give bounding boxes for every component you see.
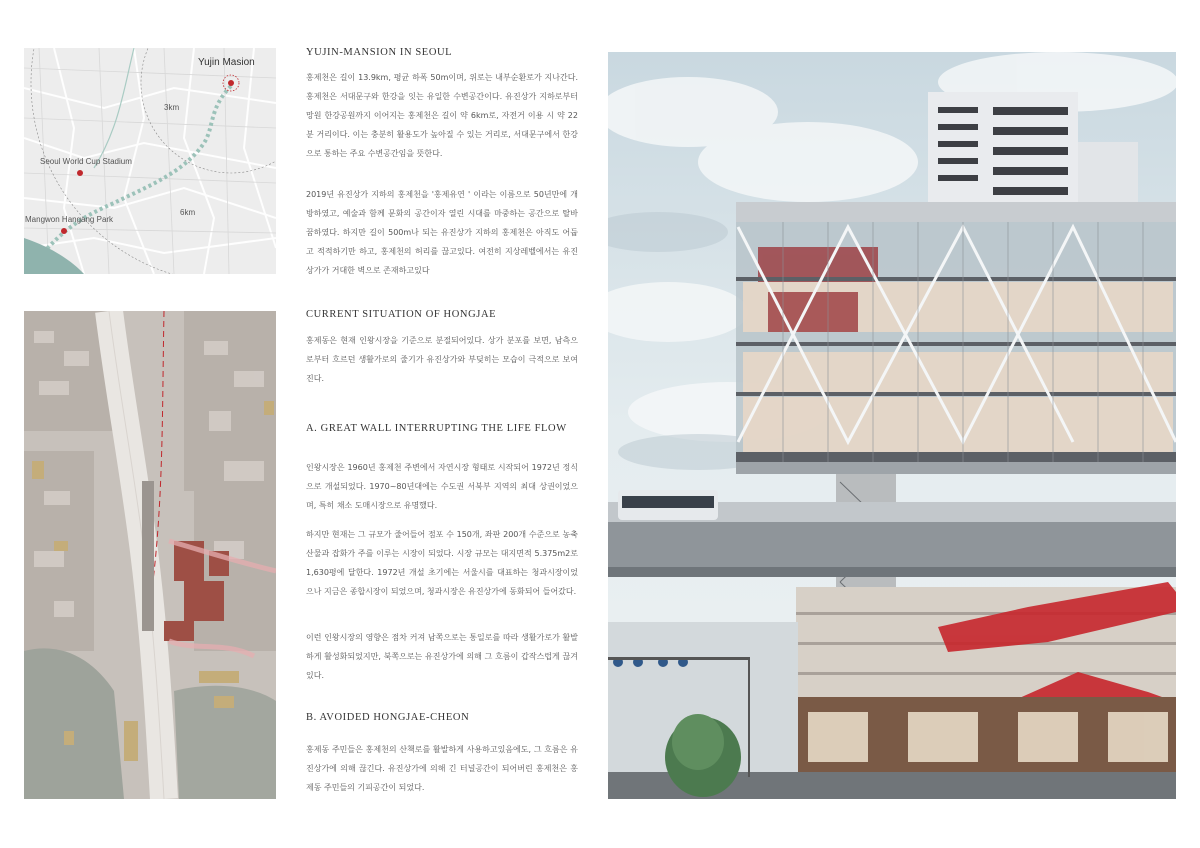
aerial-site-map-graphic — [24, 311, 276, 799]
section-paragraph: 2019년 유진상가 지하의 홍제천을 '홍제유연 ' 이라는 이름으로 50년만에 개방하였고, 예술과 함께 문화의 공간이자 열린 시대를 마중하는 공간으로 탈바꿈하였다. 하지만 길이 500m나 되는 유진상가 지하의 홍제천은 아직도 어둡고 적적하기만 하고, 홍제천의 허리를 끊고있다. 여전히 지상레벨에서는 유진상가가 거대한 벽으로 존재하고있다 — [306, 190, 578, 275]
stadium-marker — [77, 170, 83, 176]
section-paragraph: 홍제동 주민들은 홍제천의 산책로를 활발하게 사용하고있음에도, 그 흐름은 유진상가에 의해 끊긴다. 유진상가에 의해 긴 터널공간이 되어버린 홍제천은 홍제동 주민들의 기피공간이 되었다. — [306, 745, 578, 792]
section-paragraph: 홍제동은 현재 인왕시장을 기준으로 분절되어있다. 상가 분포를 보면, 남측으로부터 흐르던 생활가로의 줄기가 유진상가와 부딪히는 모습이 극적으로 보여진다. — [306, 336, 578, 383]
section-heading-yujin-mansion: YUJIN-MANSION IN SEOUL — [306, 47, 453, 58]
stadium-label: Seoul World Cup Stadium — [40, 157, 132, 166]
section-paragraph: 홍제천은 길이 13.9km, 평균 하폭 50m이며, 위로는 내부순환로가 지나간다. 홍제천은 서대문구와 한강을 잇는 유일한 수변공간이다. 유진상가 지하로부터 망원 한강공원까지 이어지는 홍제천은 길이 약 6km로, 자전거 이용 시 약 22분 거리이다. 이는 충분히 활용도가 높아질 수 있는 거리로, 서대문구에서 한강으로 통하는 주요 수변공간임을 뜻한다. — [306, 73, 578, 158]
section-heading-current-situation: CURRENT SITUATION OF HONGJAE — [306, 309, 497, 320]
architectural-rendering — [608, 52, 1176, 799]
section-paragraph: 하지만 현재는 그 규모가 줄어들어 점포 수 150개, 좌판 200개 수준으로 농축산물과 잡화가 주를 이루는 시장이 되었다. 시장 규모는 대지면적 5.375m2로 1,630평에 달한다. 1972년 개설 초기에는 서울시를 대표하는 청과시장이었으나 지금은 종합시장이 되었으며, 청과시장은 유진상가에 동화되어 들어갔다. — [306, 530, 578, 596]
yujin-marker — [228, 80, 234, 86]
park-label: Mangwon Hangang Park — [25, 215, 114, 224]
architectural-rendering-graphic — [608, 52, 1176, 799]
yujin-label: Yujin Masion — [198, 57, 255, 68]
section-paragraph: 인왕시장은 1960년 홍제천 주변에서 자연시장 형태로 시작되어 1972년 정식으로 개설되었다. 1970~80년대에는 수도권 서북부 지역의 최대 상권이었으며, 특히 채소 도매시장으로 유명했다. — [306, 463, 578, 510]
section-paragraph: 이런 인왕시장의 영향은 점차 커져 남쪽으로는 통일로를 따라 생활가로가 활발하게 활성화되었지만, 북쪽으로는 유진상가에 의해 그 흐름이 갑작스럽게 끊겨있다. — [306, 633, 578, 680]
section-heading-great-wall: A. GREAT WALL INTERRUPTING THE LIFE FLOW — [306, 423, 567, 434]
distance-6km-label: 6km — [180, 208, 196, 217]
distance-3km-label: 3km — [164, 103, 180, 112]
park-marker — [61, 228, 67, 234]
aerial-site-map — [24, 311, 276, 799]
section-heading-avoided-hongjae: B. AVOIDED HONGJAE-CHEON — [306, 712, 470, 723]
location-map — [24, 48, 276, 274]
